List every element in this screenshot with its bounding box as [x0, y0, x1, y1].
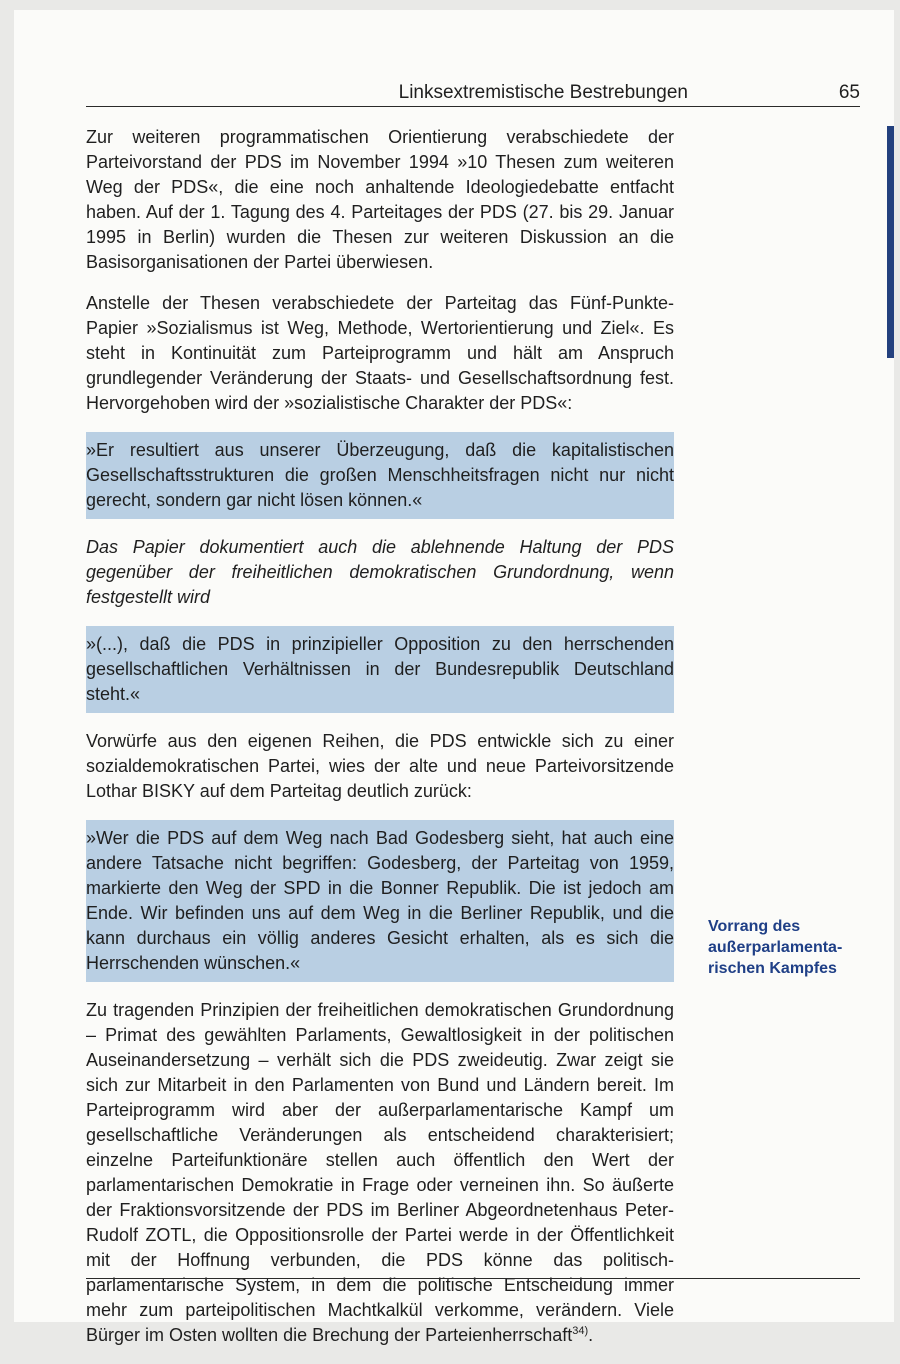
- paragraph-5-text: Zu tragenden Prinzipien der freiheitlichen demokratischen Grundordnung – Primat des gewählten Parlaments, Gewaltlosigkeit in der politischen Auseinandersetzung – verhält sich die PDS zweideutig. Zwar zeigt sie sich zur Mitarbeit in den Parlamenten von Bund und Ländern bereit. Im Parteiprogramm wird aber der außerparlamentarische Kampf um gesellschaftliche Veränderungen als entscheidend charakterisiert; einzelne Parteifunktionäre stellen auch öffentlich den Wert der parlamentarischen Demokratie in Frage oder verneinen ihn. So äußerte der Fraktionsvorsitzende der PDS im Berliner Abgeordnetenhaus Peter-Rudolf ZOTL, die Oppositionsrolle der Partei werde in der Öffentlichkeit mit der Hoffnung verbunden, die PDS könne das politisch-parlamentarische System, in dem die politische Entscheidung immer mehr zum parteipolitischen Machtkalkül verkomme, verändern. Viele Bürger im Osten wollten die Brechung der Parteienherrschaft: [86, 1000, 674, 1345]
- quote-3: »Wer die PDS auf dem Weg nach Bad Godesberg sieht, hat auch eine andere Tatsache nicht begriffen: Godesberg, der Parteitag von 1959, markierte den Weg der SPD in die Bonner Republik. Die ist jedoch am Ende. Wir befinden uns auf dem Weg in die Berliner Republik, und die kann durchaus ein völlig anderes Gesicht erhalten, als es sich die Herrschenden wünschen.«: [86, 820, 674, 982]
- body-text: [86, 125, 674, 1364]
- margin-note-line-3: rischen Kampfes: [708, 960, 837, 977]
- paragraph-5-end: .: [588, 1325, 594, 1345]
- paragraph-5: [86, 998, 674, 1348]
- footer-rule: [86, 1278, 860, 1279]
- paragraph-1: Zur weiteren programmatischen Orientierung verabschiedete der Parteivorstand der PDS im November 1994 »10 Thesen zum weiteren Weg der PDS«, die eine noch anhaltende Ideologiedebatte entfacht haben. Auf der 1. Tagung des 4. Parteitages der PDS (27. bis 29. Januar 1995 in Berlin) wurden die Thesen zur weiteren Diskussion an die Basisorganisationen der Partei überwiesen.: [86, 127, 674, 272]
- margin-note-line-2: außerparlamenta-: [708, 939, 843, 956]
- quote-2: »(...), daß die PDS in prinzipieller Opposition zu den herrschenden gesellschaftlichen Verhältnissen in der Bundesrepublik Deutschland steht.«: [86, 626, 674, 713]
- paragraph-2: Anstelle der Thesen verabschiedete der Parteitag das Fünf-Punkte-Papier »Sozialismus ist Weg, Methode, Wertorientierung und Ziel«. Es steht in Kontinuität zum Parteiprogramm und hält am Anspruch grundlegender Veränderung der Staats- und Gesellschaftsordnung fest. Hervorgehoben wird der »sozialistische Charakter der PDS«:: [86, 293, 674, 413]
- footnote-ref: 34): [572, 1325, 589, 1337]
- margin-note: [708, 916, 878, 979]
- quote-1: »Er resultiert aus unserer Überzeugung, daß die kapitalistischen Gesellschaftsstrukturen die großen Menschheitsfragen nicht nur nicht gerecht, sondern gar nicht lösen können.«: [86, 432, 674, 519]
- running-header: [86, 80, 860, 107]
- chapter-tab-marker: [887, 126, 894, 358]
- margin-note-line-1: Vorrang des: [708, 918, 801, 935]
- page-number: 65: [838, 82, 860, 103]
- document-page: [14, 10, 894, 1345]
- paragraph-4: Vorwürfe aus den eigenen Reihen, die PDS entwickle sich zu einer sozialdemokratischen Partei, wies der alte und neue Parteivorsitzende Lothar BISKY auf dem Parteitag deutlich zurück:: [86, 731, 674, 801]
- paragraph-3: Das Papier dokumentiert auch die ablehnende Haltung der PDS gegenüber der freiheitlichen demokratischen Grundordnung, wenn festgestellt wird: [86, 537, 674, 607]
- header-title: Linksextremistische Bestrebungen: [398, 82, 688, 103]
